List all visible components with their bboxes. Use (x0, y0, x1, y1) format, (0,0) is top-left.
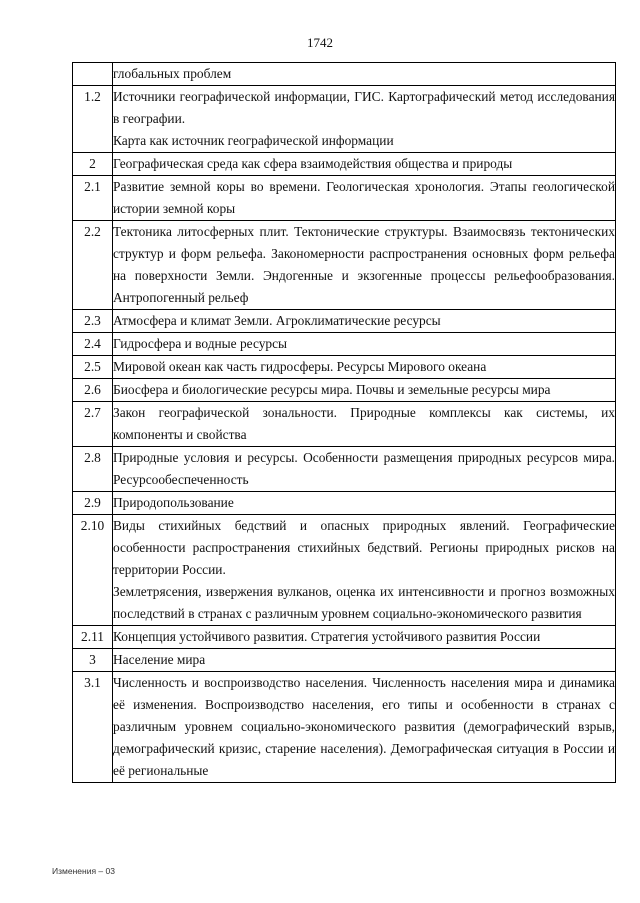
table-row (73, 649, 616, 672)
section-number: 2.2 (73, 221, 113, 310)
table-row (73, 356, 616, 379)
section-topic (113, 626, 616, 649)
section-topic (113, 221, 616, 310)
section-number: 2.3 (73, 310, 113, 333)
section-number: 3 (73, 649, 113, 672)
table-row (73, 492, 616, 515)
revision-footer: Изменения – 03 (52, 866, 115, 876)
topic-paragraph: Атмосфера и климат Земли. Агроклиматические ресурсы (113, 313, 441, 328)
table-row (73, 153, 616, 176)
section-number: 2.10 (73, 515, 113, 626)
section-number (73, 63, 113, 86)
section-number: 1.2 (73, 86, 113, 153)
topic-paragraph: Источники географической информации, ГИС. Картографический метод исследования в географии. (113, 89, 615, 126)
table-row (73, 63, 616, 86)
section-number: 2.8 (73, 447, 113, 492)
topic-paragraph: Географическая среда как сфера взаимодействия общества и природы (113, 156, 513, 171)
topic-paragraph: Биосфера и биологические ресурсы мира. Почвы и земельные ресурсы мира (113, 382, 551, 397)
table-row (73, 626, 616, 649)
topic-paragraph: Природопользование (113, 495, 234, 510)
topic-paragraph: Развитие земной коры во времени. Геологическая хронология. Этапы геологической истории земной коры (113, 179, 615, 216)
section-topic (113, 356, 616, 379)
curriculum-table (72, 62, 616, 783)
section-topic (113, 492, 616, 515)
section-number: 2.6 (73, 379, 113, 402)
section-topic (113, 672, 616, 783)
table-row (73, 176, 616, 221)
section-topic (113, 333, 616, 356)
section-topic (113, 310, 616, 333)
section-topic (113, 176, 616, 221)
page-number: 1742 (307, 35, 333, 50)
section-number: 2.5 (73, 356, 113, 379)
topic-paragraph: Виды стихийных бедствий и опасных природных явлений. Географические особенности распространения стихийных бедствий. Регионы природных рисков на территории России. (113, 518, 615, 577)
table-row (73, 221, 616, 310)
topic-paragraph: Концепция устойчивого развития. Стратегия устойчивого развития России (113, 629, 541, 644)
table-row (73, 379, 616, 402)
topic-paragraph: Численность и воспроизводство населения. Численность населения мира и динамика её изменения. Воспроизводство населения, его типы и особенности в странах с различным уровнем социально-экономического развития (демографический взрыв, демографический кризис, старение населения). Демографическая ситуация в России и её региональные (113, 675, 615, 778)
topic-paragraph: Закон географической зональности. Природные комплексы как системы, их компоненты и свойства (113, 405, 615, 442)
section-number: 3.1 (73, 672, 113, 783)
table-row (73, 447, 616, 492)
section-number: 2.11 (73, 626, 113, 649)
section-number: 2.1 (73, 176, 113, 221)
table-row (73, 310, 616, 333)
table-row (73, 86, 616, 153)
topic-paragraph: Население мира (113, 652, 206, 667)
table-row (73, 333, 616, 356)
table-body (73, 63, 616, 783)
section-number: 2.7 (73, 402, 113, 447)
section-topic (113, 649, 616, 672)
topic-paragraph: Гидросфера и водные ресурсы (113, 336, 288, 351)
topic-paragraph: Природные условия и ресурсы. Особенности размещения природных ресурсов мира. Ресурсообеспеченность (113, 450, 615, 487)
table-row (73, 402, 616, 447)
topic-paragraph: глобальных проблем (113, 66, 232, 81)
section-number: 2.9 (73, 492, 113, 515)
section-topic (113, 515, 616, 626)
section-topic (113, 63, 616, 86)
section-topic (113, 86, 616, 153)
section-topic (113, 402, 616, 447)
section-topic (113, 153, 616, 176)
table-row (73, 515, 616, 626)
topic-paragraph: Мировой океан как часть гидросферы. Ресурсы Мирового океана (113, 359, 487, 374)
topic-paragraph: Тектоника литосферных плит. Тектонические структуры. Взаимосвязь тектонических структур и форм рельефа. Закономерности распространения основных форм рельефа на поверхности Земли. Эндогенные и экзогенные процессы рельефообразования. Антропогенный рельеф (113, 224, 615, 305)
section-topic (113, 447, 616, 492)
table-row (73, 672, 616, 783)
section-number: 2.4 (73, 333, 113, 356)
topic-paragraph: Землетрясения, извержения вулканов, оценка их интенсивности и прогноз возможных последствий в странах с различным уровнем социально-экономического развития (113, 584, 615, 621)
topic-paragraph: Карта как источник географической информации (113, 133, 394, 148)
section-number: 2 (73, 153, 113, 176)
section-topic (113, 379, 616, 402)
